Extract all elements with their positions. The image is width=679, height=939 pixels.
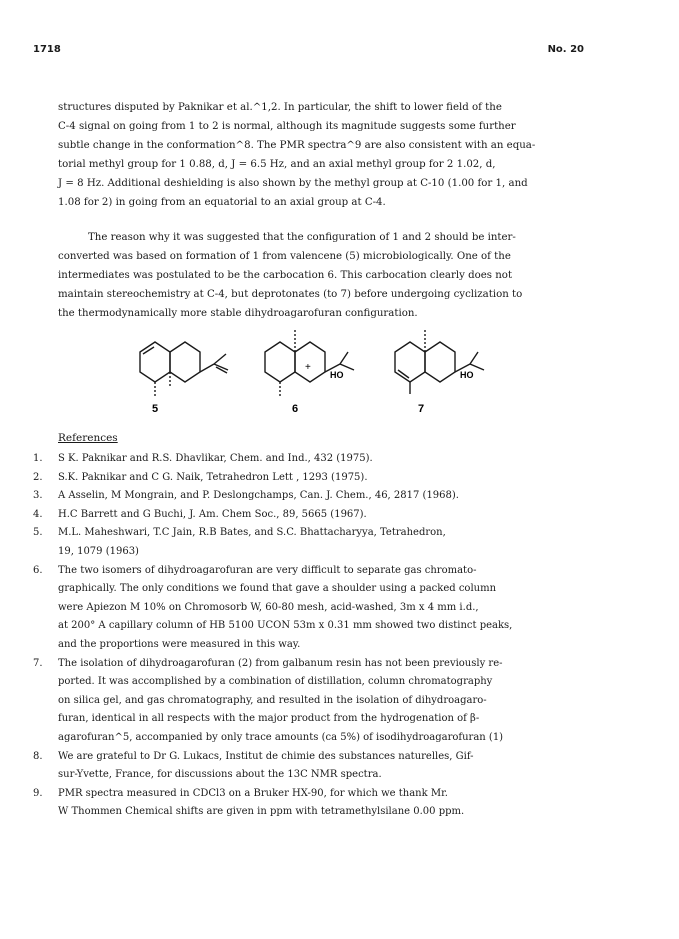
reference-item (33, 450, 623, 469)
paragraph-line: converted was based on formation of 1 from valencene (5) microbiologically. One of the (58, 251, 511, 262)
reference-line: The two isomers of dihydroagarofuran are very difficult to separate gas chromato- (58, 564, 477, 576)
reference-line: H.C Barrett and G Buchi, J. Am. Chem Soc., 89, 5665 (1967). (58, 508, 367, 520)
chemical-structures (130, 330, 490, 448)
reference-item (33, 506, 623, 525)
reference-line: graphically. The only conditions we found that gave a shoulder using a packed column (58, 583, 497, 595)
reference-number: 2. (33, 471, 43, 483)
paragraph-line: The reason why it was suggested that the configuration of 1 and 2 should be inter- (88, 232, 516, 243)
reference-line: We are grateful to Dr G. Lukacs, Institut de chimie des substances naturelles, Gif- (58, 750, 474, 762)
reference-item (33, 562, 623, 655)
reference-number: 3. (33, 490, 43, 502)
reference-line: on silica gel, and gas chromatography, and resulted in the isolation of dihydroagaro- (58, 694, 487, 706)
paragraph-line: subtle change in the conformation^8. The PMR spectra^9 are also consistent with an equa- (58, 140, 536, 151)
reference-line: furan, identical in all respects with the major product from the hydrogenation of β- (58, 713, 480, 725)
structure-label-6: 6 (292, 403, 299, 415)
paragraph-1 (58, 98, 618, 212)
reference-line: S.K. Paknikar and C G. Naik, Tetrahedron Lett , 1293 (1975). (58, 471, 368, 483)
paragraph-line: C-4 signal on going from 1 to 2 is normal, although its magnitude suggests some further (58, 121, 516, 132)
ring-7b (425, 342, 455, 382)
page-number: 1718 (33, 44, 61, 55)
paragraph-line: J = 8 Hz. Additional deshielding is also shown by the methyl group at C-10 (1.00 for 1, and (58, 178, 528, 189)
paragraph-line: torial methyl group for 1 0.88, d, J = 6.5 Hz, and an axial methyl group for 2 1.02, d, (58, 159, 496, 170)
reference-line: The isolation of dihydroagarofuran (2) from galbanum resin has not been previously re- (58, 657, 503, 669)
reference-line: ported. It was accomplished by a combination of distillation, column chromatography (58, 676, 493, 688)
reference-line: S K. Paknikar and R.S. Dhavlikar, Chem. and Ind., 432 (1975). (58, 453, 373, 464)
ring-7a (395, 342, 425, 382)
ho-label-6: HO (330, 370, 344, 380)
reference-number: 1. (33, 453, 43, 464)
references-list (33, 450, 623, 822)
paragraph-line: maintain stereochemistry at C-4, but deprotonates (to 7) before undergoing cyclization to (58, 289, 523, 300)
reference-number: 4. (33, 508, 43, 520)
reference-number: 5. (33, 527, 43, 539)
structures-svg (130, 330, 490, 448)
reference-line: PMR spectra measured in CDCl3 on a Bruker HX-90, for which we thank Mr. (58, 787, 448, 799)
paragraph-line: structures disputed by Paknikar et al.^1,2. In particular, the shift to lower field of the (58, 102, 502, 113)
reference-line: M.L. Maheshwari, T.C Jain, R.B Bates, and S.C. Bhattacharyya, Tetrahedron, (58, 527, 446, 539)
issue-number: No. 20 (547, 44, 584, 55)
cation-plus-label: + (305, 362, 311, 373)
reference-line: and the proportions were measured in this way. (58, 638, 301, 650)
structure-label-7: 7 (418, 403, 425, 415)
reference-line: W Thommen Chemical shifts are given in ppm with tetramethylsilane 0.00 ppm. (58, 806, 465, 818)
paragraph-2 (58, 228, 618, 323)
structure-label-5: 5 (152, 403, 159, 415)
paragraph-line: the thermodynamically more stable dihydroagarofuran configuration. (58, 308, 418, 319)
reference-item (33, 487, 623, 506)
ring-5a (140, 342, 170, 382)
paragraph-line: intermediates was postulated to be the carbocation 6. This carbocation clearly does not (58, 270, 513, 281)
reference-item (33, 785, 623, 822)
reference-item (33, 655, 623, 748)
ring-5b (170, 342, 200, 382)
reference-item (33, 748, 623, 785)
reference-line: were Apiezon M 10% on Chromosorb W, 60-80 mesh, acid-washed, 3m x 4 mm i.d., (58, 601, 479, 613)
reference-number: 7. (33, 657, 43, 669)
reference-line: at 200° A capillary column of HB 5100 UCON 53m x 0.31 mm showed two distinct peaks, (58, 620, 513, 632)
reference-line: agarofuran^5, accompanied by only trace amounts (ca 5%) of isodihydroagarofuran (1) (58, 731, 504, 743)
reference-item (33, 469, 623, 488)
reference-number: 9. (33, 787, 43, 799)
ho-label-7: HO (460, 370, 474, 380)
ring-6a (265, 342, 295, 382)
reference-item (33, 524, 623, 561)
reference-line: 19, 1079 (1963) (58, 545, 139, 557)
reference-line: sur-Yvette, France, for discussions about the 13C NMR spectra. (58, 769, 382, 781)
reference-number: 6. (33, 564, 43, 576)
reference-line: A Asselin, M Mongrain, and P. Deslongchamps, Can. J. Chem., 46, 2817 (1968). (58, 490, 459, 502)
paragraph-line: 1.08 for 2) in going from an equatorial to an axial group at C-4. (58, 197, 386, 208)
reference-number: 8. (33, 750, 43, 762)
references-heading: References (58, 432, 118, 444)
